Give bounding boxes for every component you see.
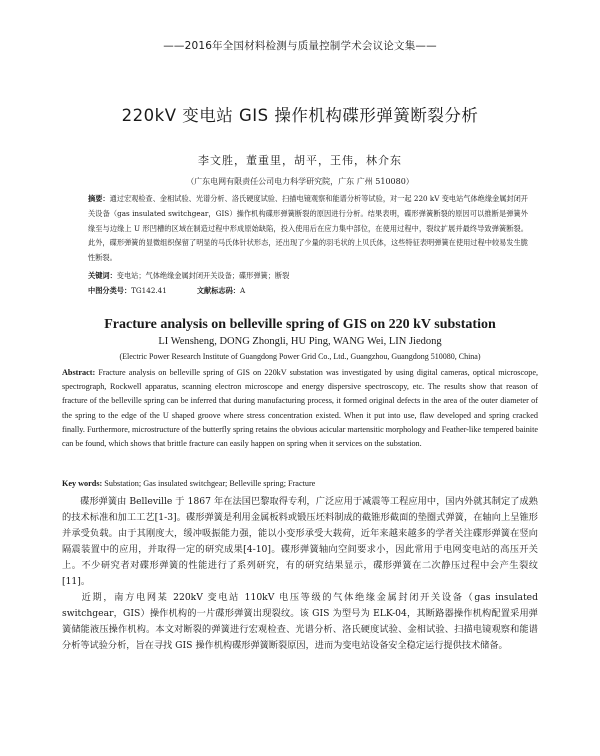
english-affiliation: (Electric Power Research Institute of Guangdong Power Grid Co., Ltd., Guangzhou, Guangdong 510080, China) xyxy=(119,352,481,361)
english-abstract-text: Fracture analysis on belleville spring of GIS on 220kV substation was investigated by using digital cameras, optical microscope, spectrograph, Rockwell apparatus, scanning electron microscope and energy dispersive spectroscopy, etc. The results show that reason of fracture of the belleville spring can be inferred that during manufacturing process, it formed original defects in the area of the outer diameter of the spring to the edge of the U shaped groove where stress concentration existed. When it put into use, flaw developed and spring cracked finally. Furthermore, microstructure of the butterfly spring retains the obvious acicular martensitic morphology and Feather-like tempered bainite can be found, which shows that brittle fracture can easily happen on spring when it services on the substation. xyxy=(62,368,538,449)
chinese-abstract-label: 摘要： xyxy=(88,194,110,203)
body-paragraph-1-text: 碟形弹簧由 Belleville 于 1867 年在法国巴黎取得专利，广泛应用于减震等工程应用中，国内外就其制定了成熟的技术标准和加工工艺[1-3]。碟形弹簧是利用金属板料或锻压坯料制成的截锥形截面的垫圈式弹簧，在轴向上呈锥形并承受负载。由于其刚度大，缓冲吸振能力强，能以小变形承受大载荷，近年来越来越多的学者关注碟形弹簧在竖向隔震装置中的应用，并取得一定的研究成果[4-10]。碟形弹簧轴向空间要求小，因此常用于电网变电站的高压开关上。不少研究者对碟形弹簧的性能进行了系列研究，有的研究结果显示，碟形弹簧在二次静压过程中会产生裂纹[11]。 xyxy=(62,496,538,587)
english-authors: LI Wensheng, DONG Zhongli, HU Ping, WANG Wei, LIN Jiedong xyxy=(158,336,442,347)
english-keywords-text: Substation; Gas insulated switchgear; Belleville spring; Fracture xyxy=(104,479,316,488)
body-paragraph-2 xyxy=(62,590,538,654)
english-keywords-label: Key words: xyxy=(62,479,103,488)
body-paragraph-2-text: 近期，南方电网某 220kV 变电站 110kV 电压等级的气体绝缘金属封闭开关设备（gas insulated switchgear，GIS）操作机构的一片碟形弹簧出现裂纹。该 GIS 为型号为 ELK-04，其断路器操作机构配置采用弹簧储能液压操作机构。本文对断裂的弹簧进行宏观检查、光谱分析、洛氏硬度试验、金相试验、扫描电镜观察和能谱分析等试验分析，旨在寻找 GIS 操作机构碟形弹簧断裂原因，进而为变电站设备安全稳定运行提供技术储备。 xyxy=(62,592,538,651)
body-paragraph-1 xyxy=(62,494,538,590)
english-keywords xyxy=(62,479,538,488)
chinese-abstract-text: 通过宏观检查、金相试验、光谱分析、洛氏硬度试验、扫描电镜观察和能谱分析等试验，对一起 220 kV 变电站气体绝缘金属封闭开关设备（gas insulated switchgear，GIS）操作机构碟形弹簧断裂的原因进行分析。结果表明，碟形弹簧断裂的原因可以推断是弹簧外缘至与边缘上 U 形凹槽的区域在制造过程中形成原始缺陷，投入使用后在应力集中部位，在使用过程中，裂纹扩展并最终导致弹簧断裂。此外，碟形弹簧的显微组织保留了明显的马氏体针状形态，还出现了少量的羽毛状的上贝氏体，这些特征表明弹簧在使用过程中较易发生脆性断裂。 xyxy=(88,194,528,263)
classification-line xyxy=(88,286,528,296)
chinese-abstract xyxy=(88,192,528,266)
chinese-authors: 李文胜，董重里，胡平，王伟，林介东 xyxy=(198,154,402,167)
class-number-label: 中图分类号： xyxy=(88,286,132,295)
english-abstract xyxy=(62,366,538,451)
chinese-title: 220kV 变电站 GIS 操作机构碟形弹簧断裂分析 xyxy=(121,106,479,125)
chinese-keywords-text: 变电站；气体绝缘金属封闭开关设备；碟形弹簧；断裂 xyxy=(116,271,290,280)
running-header: ——2016年全国材料检测与质量控制学术会议论文集—— xyxy=(163,40,437,52)
document-code-label: 文献标志码： xyxy=(196,286,240,295)
chinese-keywords-label: 关键词： xyxy=(88,271,117,280)
english-title: Fracture analysis on belleville spring of GIS on 220 kV substation xyxy=(104,317,496,332)
document-code-value: A xyxy=(239,286,246,295)
english-abstract-label: Abstract: xyxy=(62,368,96,377)
chinese-affiliation: （广东电网有限责任公司电力科学研究院，广东 广州 510080） xyxy=(186,177,414,186)
chinese-keywords xyxy=(88,271,528,281)
class-number-value: TG142.41 xyxy=(131,286,167,295)
